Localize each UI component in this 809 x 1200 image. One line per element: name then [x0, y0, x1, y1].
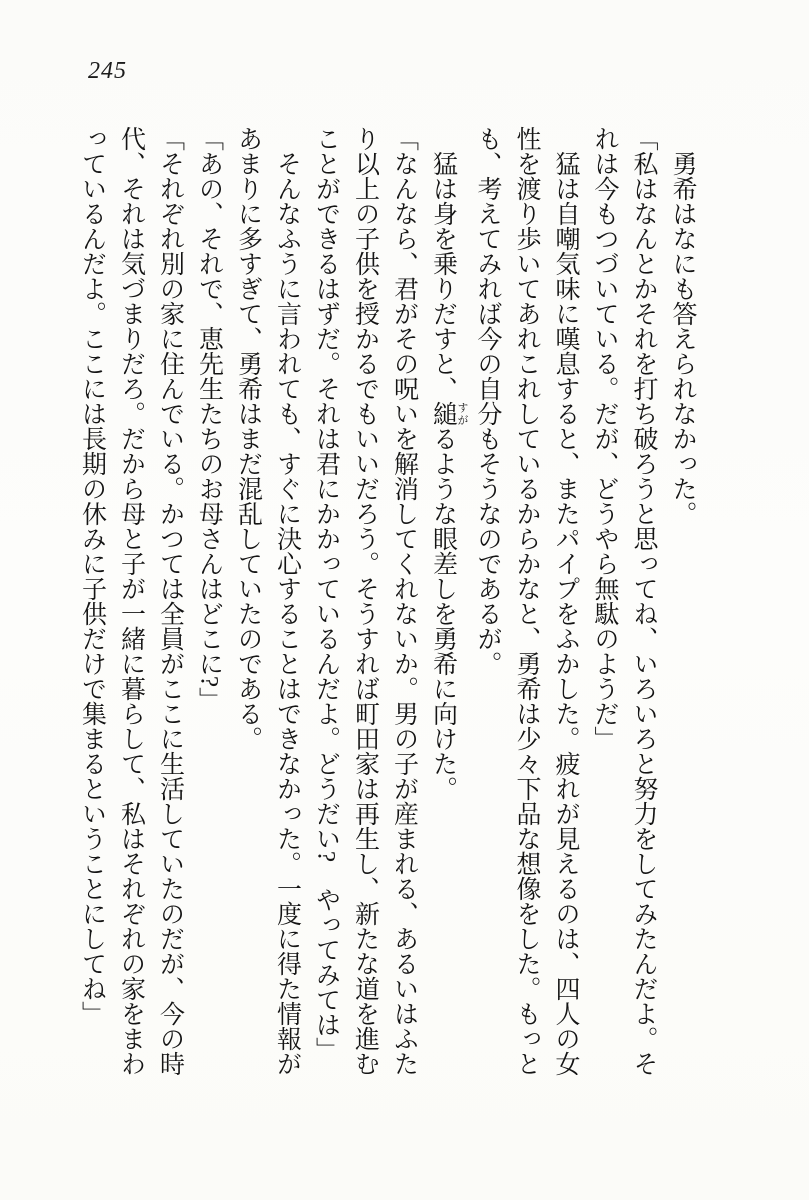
text-column: 「あの、それで、恵先生たちのお母さんはどこに?」: [195, 126, 223, 713]
ruby-annotated-text: 縋 すが: [429, 401, 468, 426]
text-column: 「それぞれ別の家に住んでいる。かつては全員がここに生活していたのだが、今の時: [156, 126, 184, 1076]
text-column: っているんだよ。ここには長期の休みに子供だけで集まるということにしてね」: [78, 126, 106, 1026]
page-number: 245: [88, 58, 127, 84]
text-columns: [73, 126, 703, 1086]
text-column: ことができるはずだ。それは君にかかっているんだよ。どうだい? やってみては」: [312, 126, 340, 1063]
text-column: も、考えてみれば今の自分もそうなのであるが。: [474, 126, 501, 676]
text-column: 「なんなら、君がその呪いを解消してくれないか。男の子が産まれる、あるいはふた: [390, 126, 418, 1076]
text-column: 猛は自嘲気味に嘆息すると、またパイプをふかした。疲れが見えるのは、四人の女: [552, 151, 579, 1076]
text-column: 「私はなんとかそれを打ち破ろうと思ってね、いろいろと努力をしてみたんだよ。そ: [630, 126, 657, 1076]
text-column: 性を渡り歩いてあれこれしているからかなと、勇希は少々下品な想像をした。もっと: [513, 126, 540, 1076]
text-column: そんなふうに言われても、すぐに決心することはできなかった。一度に得た情報が: [273, 151, 301, 1076]
text-column: 代、それは気づまりだろ。だから母と子が一緒に暮らして、私はそれぞれの家をまわ: [117, 126, 145, 1076]
text-column: れは今もつづいている。だが、どうやら無駄のようだ」: [591, 126, 618, 751]
text-column: 猛は身を乗りだすと、縋 すがるような眼差しを勇希に向けた。: [429, 151, 468, 801]
text-column: 勇希はなにも答えられなかった。: [669, 151, 696, 526]
text-column: あまりに多すぎて、勇希はまだ混乱していたのである。: [234, 126, 262, 751]
text-column: り以上の子供を授かるでもいいだろう。そうすれば町田家は再生し、新たな道を進む: [351, 126, 379, 1076]
